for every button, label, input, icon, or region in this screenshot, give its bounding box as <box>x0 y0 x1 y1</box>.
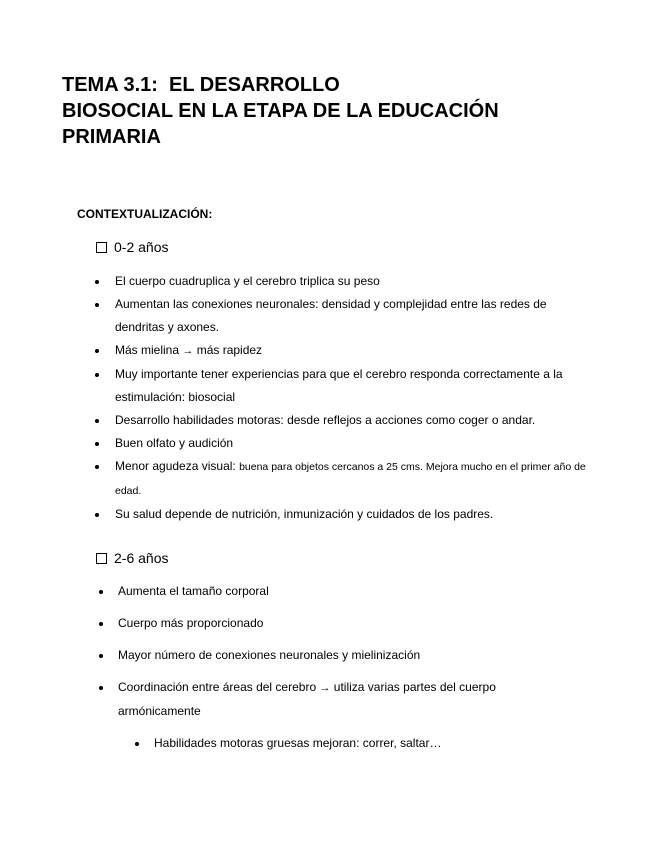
age-0-2-list <box>115 270 590 526</box>
list-item <box>115 455 590 503</box>
item-text: Coordinación entre áreas del cerebro <box>118 680 320 694</box>
list-item: Buen olfato y audición <box>115 432 590 455</box>
page-title <box>62 72 499 150</box>
list-item: Mayor número de conexiones neuronales y mielinización <box>118 644 578 667</box>
list-item: Muy importante tener experiencias para que el cerebro responda correctamente a la estimulación: biosocial <box>115 363 590 409</box>
list-item <box>118 676 578 723</box>
list-item: Desarrollo habilidades motoras: desde reflejos a acciones como coger o andar. <box>115 409 590 432</box>
list-item: Su salud depende de nutrición, inmunización y cuidados de los padres. <box>115 503 590 526</box>
list-subitem: Habilidades motoras gruesas mejoran: correr, saltar… <box>154 732 554 755</box>
age-group-heading-2-6 <box>96 550 168 566</box>
list-item: Aumenta el tamaño corporal <box>118 580 578 603</box>
list-item: Cuerpo más proporcionado <box>118 612 578 635</box>
list-item <box>115 339 590 363</box>
list-item: Aumentan las conexiones neuronales: densidad y complejidad entre las redes de dendritas y axones. <box>115 293 590 339</box>
checkbox-square-icon <box>96 242 107 253</box>
age-group-label: 0-2 años <box>114 239 169 255</box>
item-note: buena para objetos cercanos a 25 cms. Mejora mucho en el primer año de edad. <box>115 461 586 497</box>
title-line-2: BIOSOCIAL EN LA ETAPA DE LA EDUCACIÓN <box>62 100 499 122</box>
section-heading: CONTEXTUALIZACIÓN: <box>77 207 213 221</box>
age-group-label: 2-6 años <box>114 550 169 566</box>
age-2-6-sublist <box>154 732 554 755</box>
item-text: utiliza varias partes del cuerpo armónicamente <box>118 680 496 718</box>
title-line-3: PRIMARIA <box>62 126 161 148</box>
title-line-1: TEMA 3.1: EL DESARROLLO <box>62 74 340 96</box>
checkbox-square-icon <box>96 553 107 564</box>
item-text: Más mielina <box>115 343 183 357</box>
arrow-right-icon: → <box>182 345 194 357</box>
item-text: más rapidez <box>193 343 263 357</box>
age-group-heading-0-2 <box>96 239 168 255</box>
list-item: El cuerpo cuadruplica y el cerebro triplica su peso <box>115 270 590 293</box>
arrow-right-icon: → <box>319 682 331 694</box>
item-text: Menor agudeza visual: <box>115 459 240 473</box>
age-2-6-list <box>118 580 578 732</box>
